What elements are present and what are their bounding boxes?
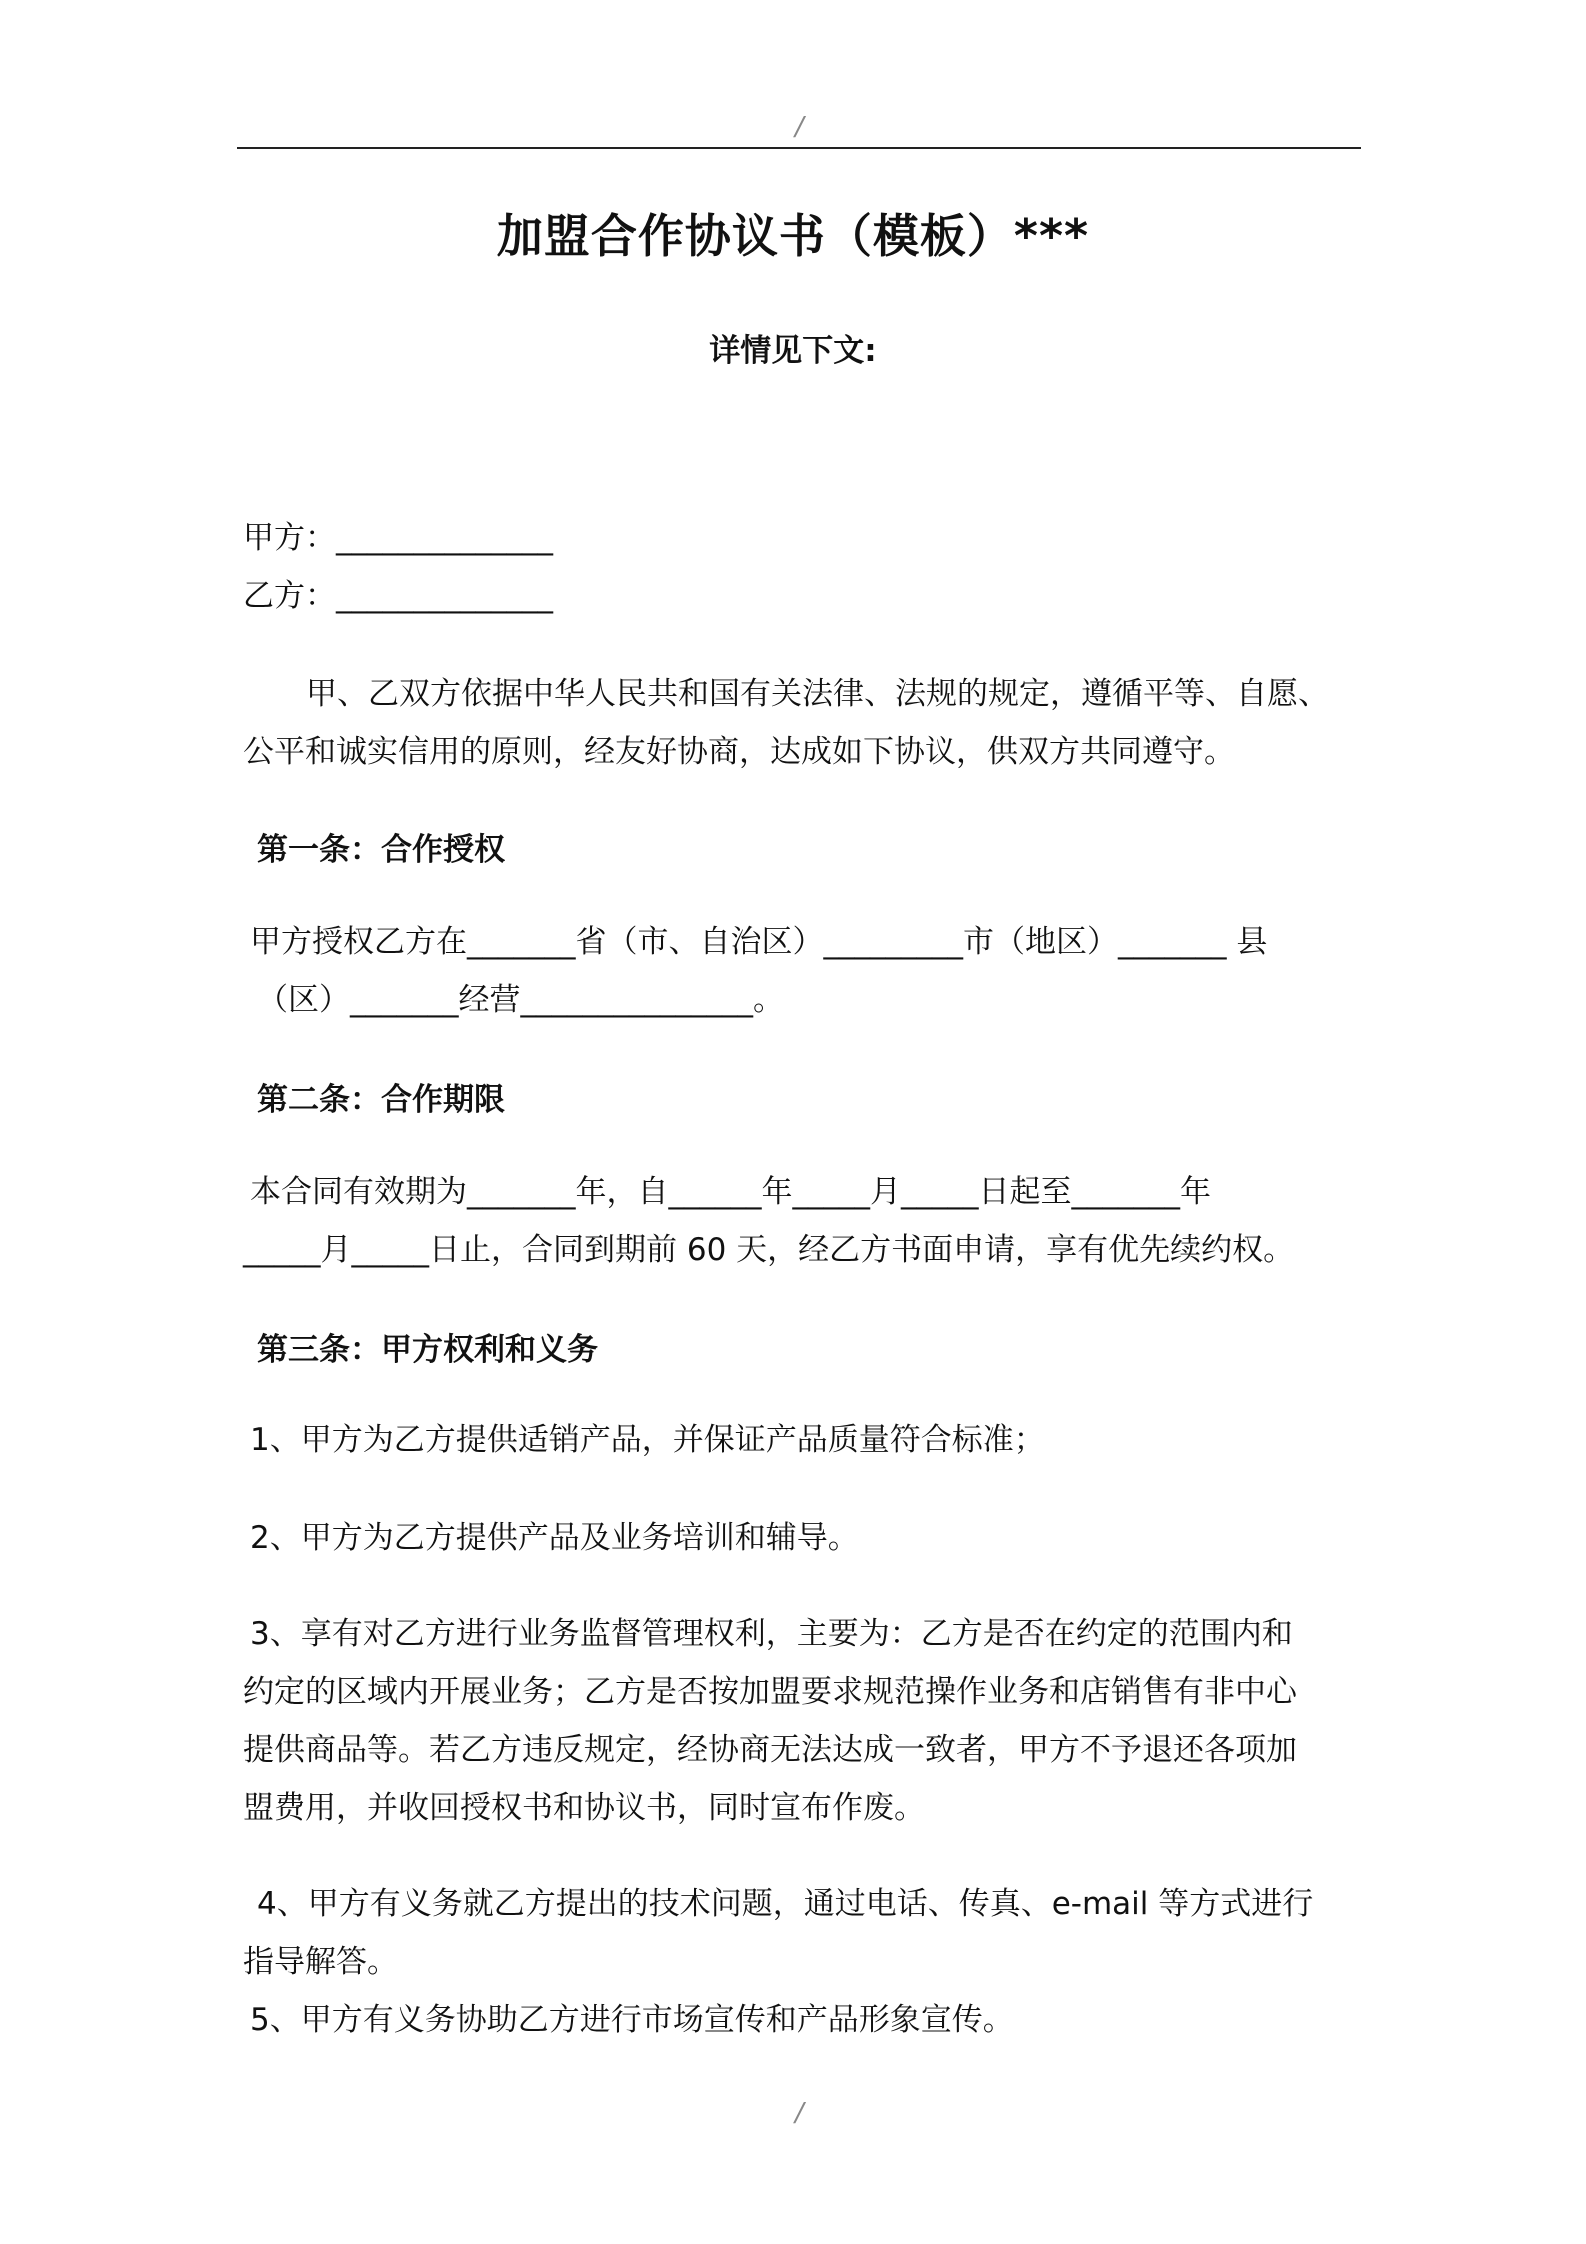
intro-line-2: 公平和诚实信用的原则，经友好协商，达成如下协议，供双方共同遵守。 [243, 734, 1235, 770]
article-3-item-3-line-2: 约定的区域内开展业务；乙方是否按加盟要求规范操作业务和店销售有非中心 [243, 1674, 1297, 1710]
document-title: 加盟合作协议书（模板）*** [496, 209, 1090, 263]
footer-mark: / [795, 2098, 804, 2128]
article-3-item-3-line-3: 提供商品等。若乙方违反规定，经协商无法达成一致者，甲方不予退还各项加 [243, 1732, 1297, 1768]
header-rule [237, 147, 1361, 149]
article-1-heading: 第一条：合作授权 [257, 832, 505, 868]
header-mark: / [795, 112, 804, 142]
article-1-line-1: 甲方授权乙方在_______省（市、自治区）_________市（地区）_______ 县 [250, 924, 1268, 960]
article-3-item-4-line-2: 指导解答。 [243, 1944, 398, 1980]
article-2-line-1: 本合同有效期为_______年，自______年_____月_____日起至_______年 [250, 1174, 1211, 1210]
party-b-line: 乙方：______________ [243, 578, 553, 614]
article-1-line-2: （区）_______经营_______________。 [257, 982, 784, 1018]
article-2-heading: 第二条：合作期限 [257, 1082, 505, 1118]
party-a-line: 甲方：______________ [243, 520, 553, 556]
document-subtitle: 详情见下文: [709, 333, 877, 369]
article-3-item-4-line-1: 4、甲方有义务就乙方提出的技术问题，通过电话、传真、e-mail 等方式进行 [257, 1886, 1314, 1922]
intro-line-1: 甲、乙双方依据中华人民共和国有关法律、法规的规定，遵循平等、自愿、 [306, 676, 1329, 712]
article-3-item-3-line-4: 盟费用，并收回授权书和协议书，同时宣布作废。 [243, 1790, 925, 1826]
article-3-item-5: 5、甲方有义务协助乙方进行市场宣传和产品形象宣传。 [250, 2002, 1014, 2038]
article-3-item-2: 2、甲方为乙方提供产品及业务培训和辅导。 [250, 1520, 859, 1556]
article-3-item-1: 1、甲方为乙方提供适销产品，并保证产品质量符合标准； [250, 1422, 1045, 1458]
article-2-line-2: _____月_____日止，合同到期前 60 天，经乙方书面申请，享有优先续约权。 [243, 1232, 1295, 1268]
article-3-item-3-line-1: 3、享有对乙方进行业务监督管理权利，主要为：乙方是否在约定的范围内和 [250, 1616, 1293, 1652]
article-3-heading: 第三条：甲方权利和义务 [257, 1332, 598, 1368]
